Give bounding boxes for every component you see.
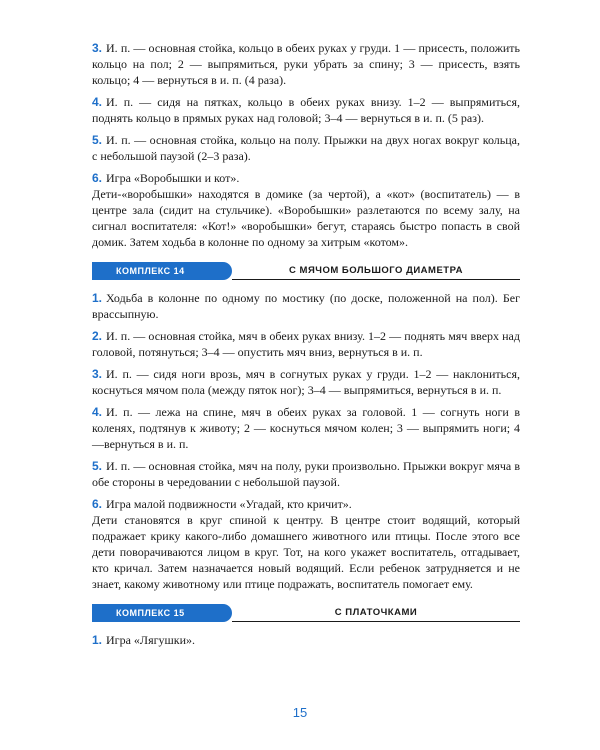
complex-title: С МЯЧОМ БОЛЬШОГО ДИАМЕТРА (232, 262, 520, 280)
exercise-number: 1. (92, 291, 103, 305)
game-description: Дети-«воробышки» находятся в домике (за чертой), а «кот» (воспитатель) — в центре зала (сидит на стульчике). «Воробышки» разлетаются по всему залу, на сигнал воспитателя: «Кот!» «воробышки» бегут, стараясь быстро попасть в свой домик. Затем ходьба в колонне по одному за хитрым «котом». (92, 187, 520, 249)
exercise-item (92, 132, 520, 164)
page-content (92, 40, 520, 654)
exercise-text: Игра малой подвижности «Угадай, кто кричит». (106, 497, 352, 511)
exercise-item (92, 632, 520, 648)
complex-15-header (92, 604, 520, 622)
exercise-text: Игра «Воробышки и кот». (106, 171, 240, 185)
exercise-item (92, 328, 520, 360)
exercise-number: 5. (92, 133, 103, 147)
page-number: 15 (292, 705, 308, 720)
exercise-item (92, 170, 520, 186)
exercise-item (92, 404, 520, 452)
exercise-text: И. п. — сидя ноги врозь, мяч в согнутых руках у груди. 1–2 — наклониться, коснуться мячом пола (между пяток ног); 3–4 — выпрямиться, вернуться в и. п. (92, 367, 520, 397)
exercise-number: 3. (92, 367, 103, 381)
exercise-item (92, 496, 520, 512)
exercise-text: Игра «Лягушки». (106, 633, 196, 647)
exercise-number: 3. (92, 41, 103, 55)
exercise-item (92, 40, 520, 88)
complex-tag: КОМПЛЕКС 15 (92, 604, 232, 622)
exercise-text: И. п. — основная стойка, мяч в обеих руках внизу. 1–2 — поднять мяч вверх над головой, потянуться; 3–4 — опустить мяч вниз, вернуться в и. п. (92, 329, 520, 359)
exercise-text: И. п. — сидя на пятках, кольцо в обеих руках внизу. 1–2 — выпрямиться, поднять кольцо в прямых руках над головой; 3–4 — вернуться в и. п. (5 раз). (92, 95, 520, 125)
exercise-item (92, 94, 520, 126)
exercise-number: 2. (92, 329, 103, 343)
game-description: Дети становятся в круг спиной к центру. В центре стоит водящий, который подражает крику какого-либо домашнего животного или птицы. После этого все дети поворачиваются лицом в круг. Тот, на кого укажет воспитатель, отгадывает, кто кричал. Затем назначается новый водящий. Если ребенок затрудняется и не знает, какому животному или птице подражать, воспитатель помогает ему. (92, 513, 520, 591)
exercise-item (92, 458, 520, 490)
exercise-item (92, 366, 520, 398)
exercise-item (92, 290, 520, 322)
exercise-text: И. п. — основная стойка, кольцо в обеих руках у груди. 1 — присесть, положить кольцо на пол; 2 — выпрямиться, руки убрать за спину; 3 — присесть, взять кольцо; 4 — вернуться в и. п. (4 раза). (92, 41, 520, 87)
exercise-number: 4. (92, 405, 103, 419)
exercise-number: 6. (92, 497, 103, 511)
complex-14-header (92, 262, 520, 280)
exercise-text: И. п. — лежа на спине, мяч в обеих руках за головой. 1 — согнуть ноги в коленях, подтянув к животу; 2 — коснуться мячом колен; 3 — выпрямить ноги; 4 —вернуться в и. п. (92, 405, 520, 451)
exercise-number: 5. (92, 459, 103, 473)
complex-tag: КОМПЛЕКС 14 (92, 262, 232, 280)
exercise-number: 6. (92, 171, 103, 185)
exercise-text: И. п. — основная стойка, кольцо на полу. Прыжки на двух ногах вокруг кольца, с небольшой паузой (2–3 раза). (92, 133, 520, 163)
complex-title: С ПЛАТОЧКАМИ (232, 604, 520, 622)
exercise-text: Ходьба в колонне по одному по мостику (по доске, положенной на пол). Бег врассыпную. (92, 291, 520, 321)
exercise-text: И. п. — основная стойка, мяч на полу, руки произвольно. Прыжки вокруг мяча в обе стороны в чередовании с небольшой паузой. (92, 459, 520, 489)
exercise-number: 1. (92, 633, 103, 647)
exercise-number: 4. (92, 95, 103, 109)
